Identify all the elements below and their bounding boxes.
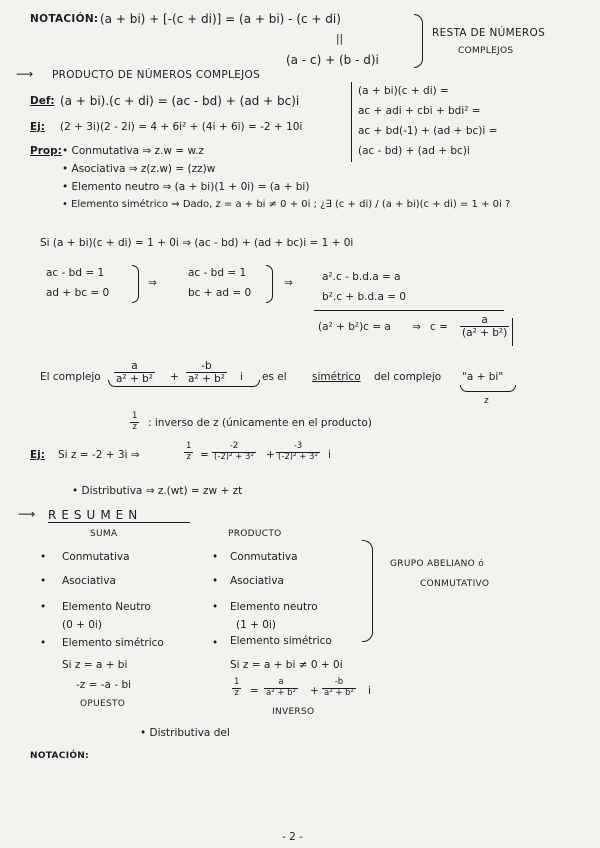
example2-fraction-3: [276, 442, 320, 463]
summary-col1-item: Conmutativa: [62, 551, 130, 563]
derivation-line-2: ac + adi + cbi + bdi² =: [358, 105, 481, 117]
symmetric-simetrico: simétrico: [312, 371, 361, 383]
summary-col2-bullet: •: [212, 601, 219, 613]
summary-col1-bullet: •: [40, 601, 47, 613]
summary-group-label-2: CONMUTATIVO: [420, 579, 490, 589]
inverse-fraction-num: 1: [132, 411, 138, 421]
product-heading-title: PRODUCTO DE NÚMEROS COMPLEJOS: [52, 69, 261, 81]
example2-fraction-1: [184, 442, 193, 463]
summary-sum-symmetric-2: -z = -a - bi: [76, 679, 132, 691]
summary-group-brace: [362, 540, 373, 642]
summary-prod-i: i: [368, 685, 371, 697]
system-intro: Si (a + bi)(c + di) = 1 + 0i ⇒ (ac - bd) + (ad + bc)i = 1 + 0i: [40, 237, 354, 249]
summary-col2-bullet: •: [212, 637, 219, 649]
system-brace-1: [132, 265, 139, 303]
symmetric-fraction-2-den: a² + b²: [188, 373, 225, 386]
summary-prod-symmetric-1: Si z = a + bi ≠ 0 + 0i: [230, 659, 343, 671]
symmetric-middle: es el: [262, 371, 287, 383]
property-item: • Elemento simétrico ⇒ Dado, z = a + bi ≠ 0 + 0i ; ¿∃ (c + di) / (a + bi)(c + di) = 1 + 0i ?: [62, 199, 511, 210]
summary-col2-item: Conmutativa: [230, 551, 298, 563]
summary-col1-bullet: •: [40, 551, 47, 563]
summary-prod-fraction-1-num: 1: [234, 677, 240, 687]
summary-distributive: • Distributiva del: [140, 727, 230, 739]
system-result-bar: [512, 318, 513, 346]
derivation-divider: [351, 82, 352, 162]
example1-label: Ej:: [30, 121, 45, 133]
summary-col2-bullet: •: [212, 551, 219, 563]
system-c-label: c =: [430, 321, 448, 333]
system-eq6: b².c + b.d.a = 0: [322, 291, 407, 303]
example2-fraction-2-num: -2: [229, 441, 239, 451]
system-arrow-3: ⇒: [412, 321, 421, 333]
summary-group-label-1: GRUPO ABELIANO ó: [390, 559, 485, 569]
example2-plus: +: [266, 449, 275, 461]
system-arrow-1: ⇒: [148, 277, 157, 289]
example1-formula: (2 + 3i)(2 - 2i) = 4 + 6i² + (4i + 6i) = -2 + 10i: [60, 121, 303, 133]
system-brace-2: [266, 265, 273, 303]
symmetric-fraction-2-num: -b: [201, 360, 212, 372]
example2-label: Ej:: [30, 449, 45, 461]
page-number: - 2 -: [282, 831, 303, 843]
notation-equals-sign: ||: [336, 33, 344, 45]
notation-formula: (a + bi) + [-(c + di)] = (a + bi) - (c + di): [100, 12, 341, 26]
summary-col1-item: Elemento simétrico: [62, 637, 164, 649]
definition-formula: (a + bi).(c + di) = (ac - bd) + (ad + bc)i: [60, 94, 300, 108]
summary-prod-symmetric-3: INVERSO: [272, 707, 315, 717]
example2-fraction-1-num: 1: [186, 441, 192, 451]
derivation-line-3: ac + bd(-1) + (ad + bc)i =: [358, 125, 498, 137]
summary-prod-fraction-2: [264, 678, 298, 699]
system-eq2: ad + bc = 0: [46, 287, 110, 299]
system-c-denominator: (a² + b²): [462, 327, 508, 340]
derivation-line-4: (ac - bd) + (ad + bc)i: [358, 145, 470, 157]
notation-side-label-2: COMPLEJOS: [458, 46, 514, 56]
example2-i: i: [328, 449, 331, 461]
example2-fraction-3-den: (-2)² + 3²: [278, 451, 318, 462]
system-eq3: ac - bd = 1: [188, 267, 247, 279]
notation-brace: [414, 14, 423, 68]
example2-fraction-3-num: -3: [293, 441, 303, 451]
summary-prod-fraction-3-den: a² + b²: [324, 687, 354, 698]
summary-col1-title: SUMA: [90, 529, 118, 539]
summary-col1-item: Asociativa: [62, 575, 116, 587]
summary-prod-plus: +: [310, 685, 319, 697]
summary-prod-fraction-1-den: z: [234, 687, 239, 698]
property-item: • Conmutativa ⇒ z.w = w.z: [62, 145, 204, 157]
property-item: • Asociativa ⇒ z(z.w) = (zz)w: [62, 163, 216, 175]
derivation-line-1: (a + bi)(c + di) =: [358, 85, 449, 97]
symmetric-underbrace: [460, 385, 516, 392]
summary-col1-item: Elemento Neutro: [62, 601, 151, 613]
symmetric-fraction-1-num: a: [131, 360, 138, 372]
summary-col2-item: (1 + 0i): [236, 619, 276, 631]
summary-col2-item: Asociativa: [230, 575, 284, 587]
inverse-fraction-den: z: [132, 421, 137, 432]
inverse-note-text: : inverso de z (únicamente en el producto): [148, 417, 372, 429]
system-arrow-2: ⇒: [284, 277, 293, 289]
notation-label: NOTACIÓN:: [30, 13, 99, 25]
summary-col1-bullet: •: [40, 575, 47, 587]
summary-col2-title: PRODUCTO: [228, 529, 282, 539]
symmetric-fraction-1-den: a² + b²: [116, 373, 153, 386]
system-eq4: bc + ad = 0: [188, 287, 252, 299]
summary-arrow: ⟶: [18, 507, 36, 521]
definition-label: Def:: [30, 95, 55, 107]
summary-sum-symmetric-3: OPUESTO: [80, 699, 126, 709]
system-eq7: (a² + b²)c = a: [318, 321, 391, 333]
inverse-fraction: [130, 412, 139, 433]
symmetric-prefix: El complejo: [40, 371, 101, 383]
summary-prod-eq: =: [250, 685, 259, 697]
summary-sum-symmetric-1: Si z = a + bi: [62, 659, 128, 671]
system-sum-line: [314, 310, 504, 311]
example2-fraction-2-den: (-2)² + 3²: [214, 451, 254, 462]
summary-heading-underline: [48, 522, 190, 523]
summary-prod-fraction-2-den: a² + b²: [266, 687, 296, 698]
example2-fraction-1-den: z: [186, 451, 191, 462]
summary-prod-fraction-3-num: -b: [334, 677, 344, 687]
summary-col2-bullet: •: [212, 575, 219, 587]
summary-prod-fraction-2-num: a: [278, 677, 284, 687]
summary-col1-item: (0 + 0i): [62, 619, 102, 631]
notation-result: (a - c) + (b - d)i: [286, 53, 379, 67]
symmetric-del: del complejo: [374, 371, 442, 383]
example2-prefix: Si z = -2 + 3i ⇒: [58, 449, 140, 461]
example2-fraction-2: [212, 442, 256, 463]
system-eq1: ac - bd = 1: [46, 267, 105, 279]
distributive-line: • Distributiva ⇒ z.(wt) = zw + zt: [72, 485, 243, 497]
summary-prod-fraction-1: [232, 678, 241, 699]
summary-prod-fraction-3: [322, 678, 356, 699]
symmetric-i: i: [240, 371, 243, 383]
summary-col1-bullet: •: [40, 637, 47, 649]
product-heading-arrow: ⟶: [16, 67, 34, 81]
symmetric-target: "a + bi": [462, 371, 504, 383]
system-eq5: a².c - b.d.a = a: [322, 271, 401, 283]
property-item: • Elemento neutro ⇒ (a + bi)(1 + 0i) = (a + bi): [62, 181, 310, 193]
notation-bottom-label: NOTACIÓN:: [30, 751, 90, 761]
example2-eq: =: [200, 449, 209, 461]
notation-side-label-1: RESTA DE NÚMEROS: [432, 27, 546, 39]
summary-col2-item: Elemento simétrico: [230, 635, 332, 647]
summary-heading: RESUMEN: [48, 508, 143, 522]
system-c-numerator: a: [481, 314, 488, 326]
properties-label: Prop:: [30, 145, 62, 157]
inverse-underbrace: [108, 380, 260, 387]
symmetric-plus: +: [170, 371, 179, 383]
system-c-fraction: [460, 314, 509, 339]
summary-col2-item: Elemento neutro: [230, 601, 318, 613]
symmetric-z: z: [484, 396, 489, 406]
